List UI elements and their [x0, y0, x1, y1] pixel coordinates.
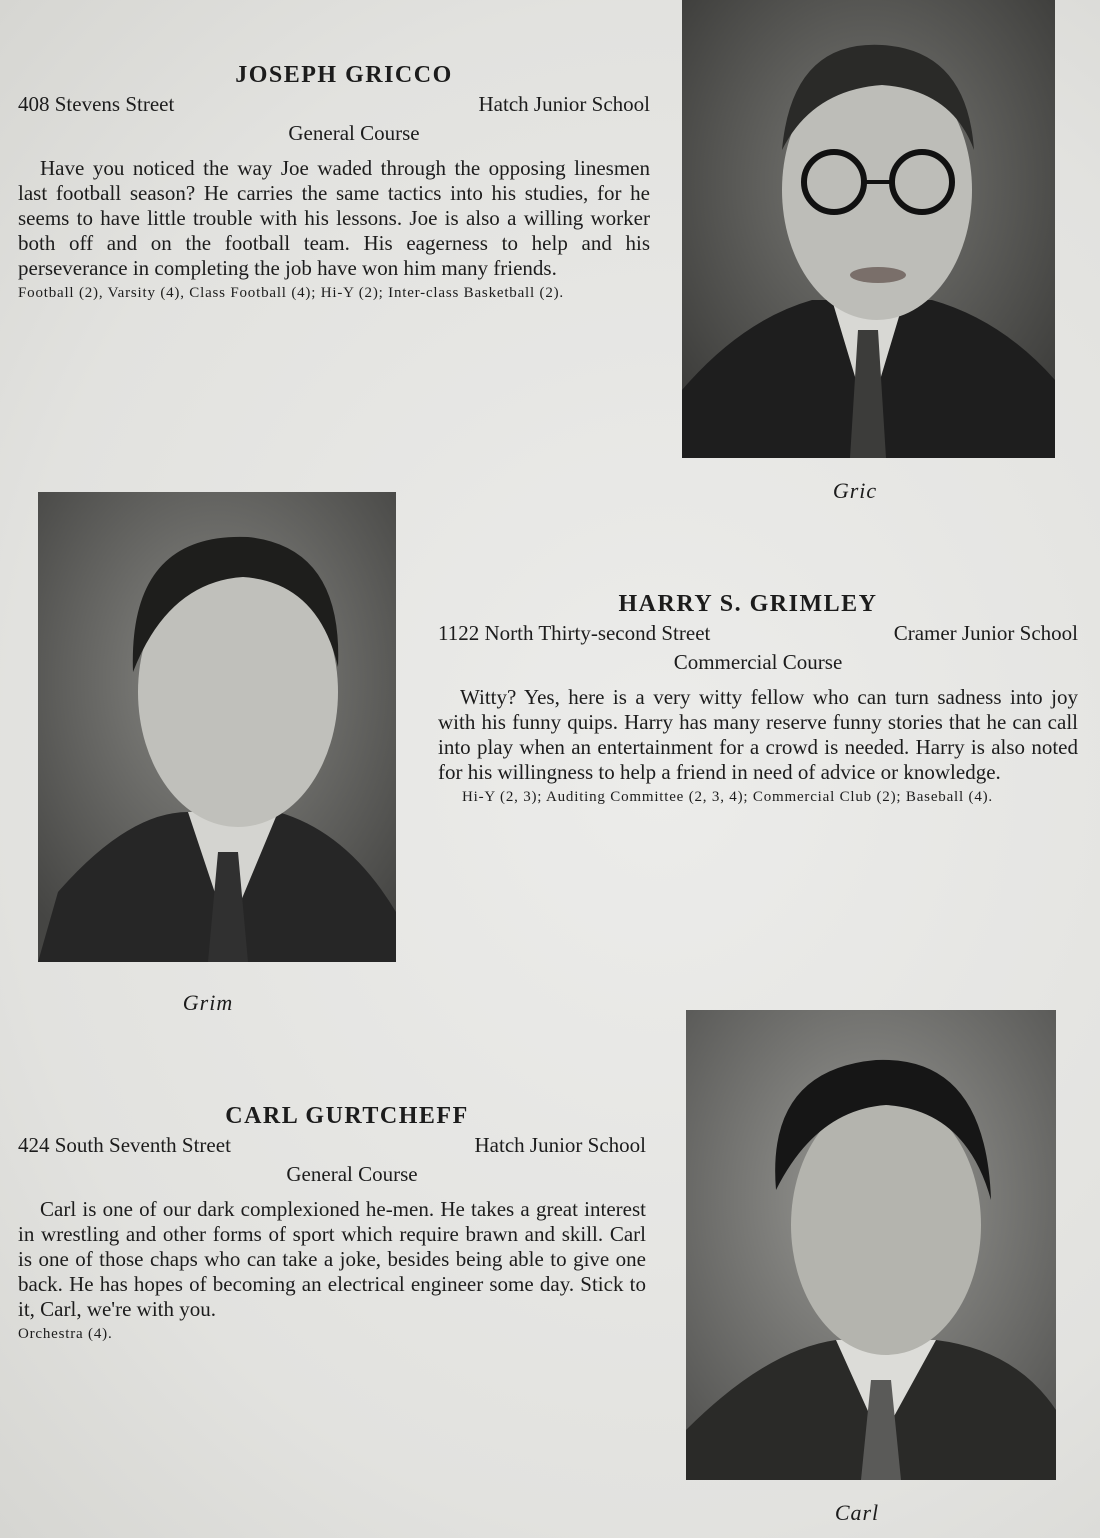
student-name: HARRY S. GRIMLEY: [618, 591, 878, 617]
student-name: JOSEPH GRICCO: [235, 62, 453, 88]
course: Commercial Course: [673, 650, 843, 674]
entry-harry-grimley: [438, 589, 1078, 806]
junior-school: Hatch Junior School: [478, 92, 650, 116]
portrait-photo-gricco: [682, 0, 1055, 458]
student-bio: Have you noticed the way Joe waded through the opposing linesmen last football season? He carries the same tactics into his studies, for he seems to have little trouble with his lessons. Joe is also a willing worker both off and on the football team. His eagerness to help and his perseverance in completing the job have won him many friends.: [18, 156, 650, 280]
address-row: [18, 90, 650, 118]
student-address: 1122 North Thirty-second Street: [438, 621, 711, 645]
nickname-gric: Gric: [832, 478, 878, 503]
student-address: 424 South Seventh Street: [18, 1133, 231, 1157]
nickname-grim: Grim: [182, 990, 234, 1015]
student-activities: Football (2), Varsity (4), Class Football (4); Hi-Y (2); Inter-class Basketball (2).: [18, 285, 564, 301]
portrait-photo-grimley: [38, 492, 396, 962]
student-address: 408 Stevens Street: [18, 92, 175, 116]
student-activities: Hi-Y (2, 3); Auditing Committee (2, 3, 4); Commercial Club (2); Baseball (4).: [462, 789, 993, 805]
student-name: CARL GURTCHEFF: [225, 1103, 469, 1129]
student-activities: Orchestra (4).: [18, 1326, 113, 1342]
entry-joseph-gricco: [18, 60, 650, 302]
portrait-photo-gurtcheff: [686, 1010, 1056, 1480]
entry-carl-gurtcheff: [18, 1101, 646, 1343]
course: General Course: [288, 121, 420, 145]
student-bio: Carl is one of our dark complexioned he-men. He takes a great interest in wrestling and other forms of sport which require brawn and skill. Carl is one of those chaps who can take a joke, besides being able to give one back. He has hopes of becoming an electrical engineer some day. Stick to it, Carl, we're with you.: [18, 1197, 646, 1321]
course: General Course: [286, 1162, 418, 1186]
student-bio: Witty? Yes, here is a very witty fellow who can turn sadness into joy with his funny quips. Harry has many reserve funny stories that he can call into play when an entertainment for a crowd is needed. Harry is also noted for his willingness to help a friend in need of advice or knowledge.: [438, 685, 1078, 784]
junior-school: Cramer Junior School: [893, 621, 1078, 645]
address-row: [18, 1131, 646, 1159]
address-row: [438, 619, 1078, 647]
junior-school: Hatch Junior School: [474, 1133, 646, 1157]
nickname-carl: Carl: [834, 1500, 880, 1525]
